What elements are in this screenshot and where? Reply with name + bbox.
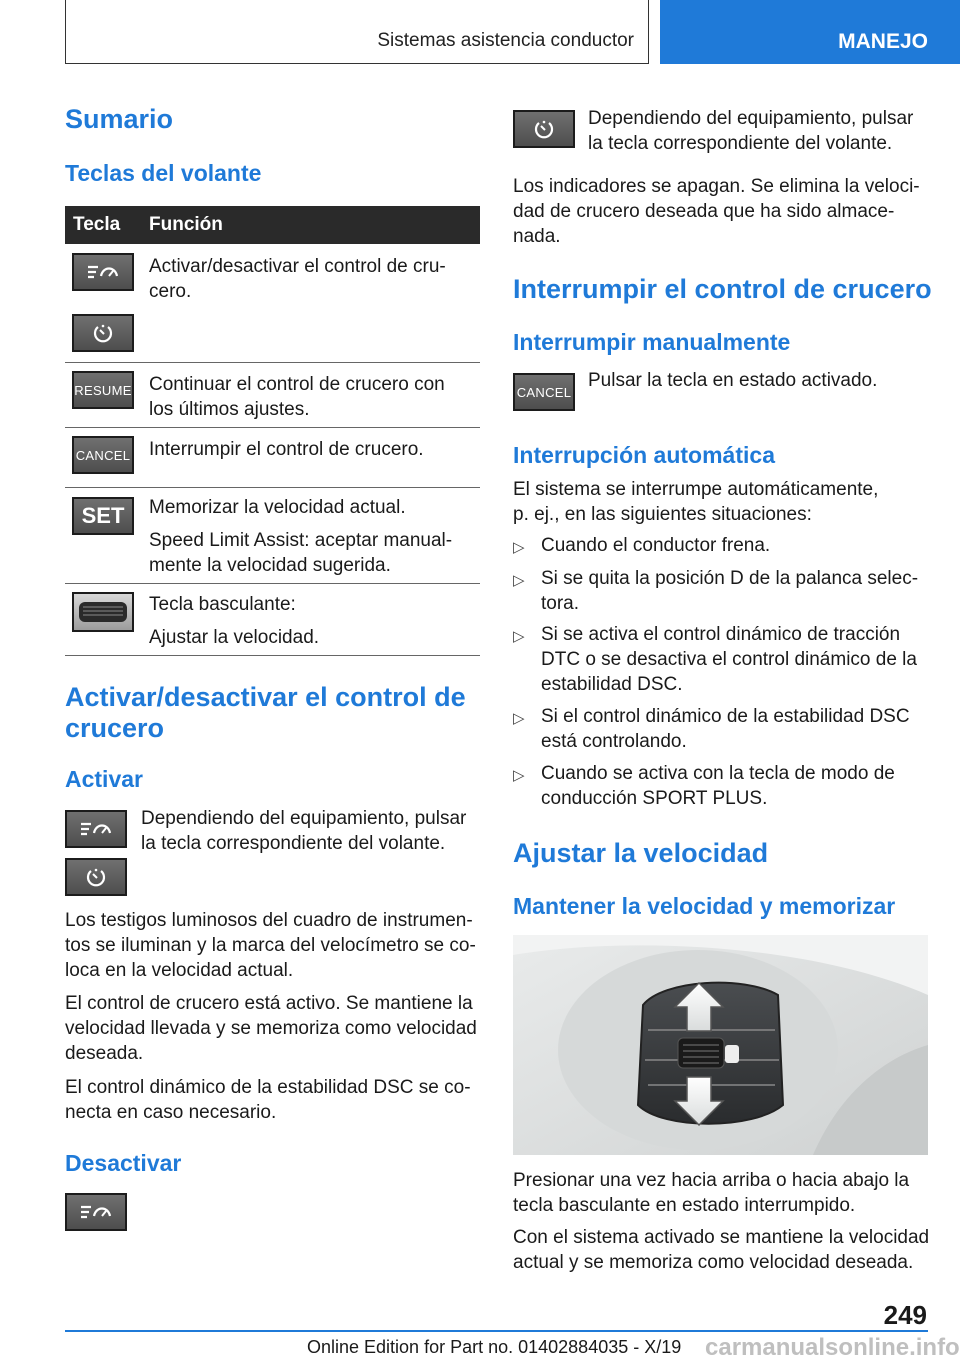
paragraph-indicators-off [513,174,920,249]
list-item [541,704,910,754]
row-divider [65,362,480,363]
cancel-key [513,373,575,411]
edition-text: Online Edition for Part no. 01402884035 - X/19 [307,1337,682,1357]
text-line: Los testigos luminosos del cuadro de instrumen- [65,910,473,931]
header-section-title: Sistemas asistencia conductor [377,30,634,51]
paragraph-active [65,991,477,1066]
text-line: Con el sistema activado se mantiene la velocidad [513,1227,930,1248]
paragraph-active-speed [513,1225,929,1275]
col-header-key: Tecla [73,214,121,235]
subheading-activar: Activar [65,766,143,792]
text-line: está controlando. [541,731,687,752]
row4-text-line: Speed Limit Assist: aceptar manual- [149,530,453,551]
cruise-limiter-icon [513,110,575,148]
row-divider [65,655,480,656]
heading-line: crucero [65,713,165,743]
text-line: Presionar una vez hacia arriba o hacia abajo la [513,1170,910,1191]
set-key-label: SET [81,503,125,528]
page-number: 249 [883,1300,927,1330]
bullet-icon: ▷ [513,539,525,556]
header-chapter-label: MANEJO [838,30,928,53]
cruise-on-off-icon [65,810,127,848]
list-item [541,761,895,811]
steering-wheel-rocker-image [513,935,928,1155]
subheading-auto: Interrupción automática [513,442,775,468]
subheading-desactivar: Desactivar [65,1150,182,1176]
text-line: la tecla correspondiente del volante. [588,133,893,154]
header-frame [65,0,649,64]
cancel-key-label: CANCEL [516,384,572,400]
text-line: deseada. [65,1043,144,1064]
section-heading-adjust: Ajustar la velocidad [513,838,769,868]
desactivar-instruction [588,106,913,156]
row5-text-line: Tecla basculante: [149,594,296,615]
cancel-key-label: CANCEL [75,447,131,463]
bullet-icon: ▷ [513,710,525,727]
row2-text-line: Continuar el control de crucero con [149,374,445,395]
heading-line: Activar/desactivar el control de [65,682,466,712]
resume-key-label: RESUME [74,382,132,398]
text-line: Cuando el conductor frena. [541,535,771,556]
row4-text-line: mente la velocidad sugerida. [149,555,391,576]
text-line: dad de crucero deseada que ha sido almace- [513,201,895,222]
list-item [541,622,917,697]
header-chapter-tab[interactable] [660,0,960,64]
paragraph-dsc [65,1075,471,1125]
row1-text-line: Activar/desactivar el control de cru- [149,256,446,277]
row2-function [149,372,445,422]
text-line: Si se activa el control dinámico de tracción [541,624,901,645]
text-line: velocidad llevada y se memoriza como velocidad [65,1018,477,1039]
row1-text-line: cero. [149,281,192,302]
cruise-on-off-icon [72,253,134,291]
text-line: Cuando se activa con la tecla de modo de [541,763,895,784]
text-line: Los indicadores se apagan. Se elimina la veloci- [513,176,920,197]
text-line: estabilidad DSC. [541,674,683,695]
text-line: tecla basculante en estado interrumpido. [513,1195,856,1216]
text-line: conducción SPORT PLUS. [541,788,768,809]
text-line: El control de crucero está activo. Se mantiene la [65,993,473,1014]
row-divider [65,427,480,428]
row-divider [65,583,480,584]
text-line: Si el control dinámico de la estabilidad DSC [541,706,910,727]
auto-intro [513,477,878,527]
text-line: Dependiendo del equipamiento, pulsar [588,108,914,129]
row2-text-line: los últimos ajustes. [149,399,310,420]
text-line: El sistema se interrumpe automáticamente, [513,479,879,500]
text-line: la tecla correspondiente del volante. [141,833,446,854]
cruise-on-off-icon [65,1193,127,1231]
text-line: necta en caso necesario. [65,1102,277,1123]
cruise-limiter-icon [65,858,127,896]
subheading-keep-speed: Mantener la velocidad y memorizar [513,893,896,919]
row-divider [65,487,480,488]
row1-function [149,254,446,304]
table-heading: Teclas del volante [65,160,262,186]
bullet-icon: ▷ [513,572,525,589]
col-header-function: Función [149,214,223,235]
text-line: DTC o se desactiva el control dinámico de la [541,649,917,670]
paragraph-indicators [65,908,476,983]
subheading-manual: Interrumpir manualmente [513,329,791,355]
row4-function [149,495,452,578]
text-line: p. ej., en las siguientes situaciones: [513,504,812,525]
row3-text-line: Interrumpir el control de crucero. [149,439,424,460]
watermark: carmanualsonline.info [705,1334,960,1361]
row5-function [149,592,319,650]
bullet-icon: ▷ [513,767,525,784]
cancel-key [72,436,134,474]
cruise-limiter-icon [72,314,134,352]
section-heading-interrupt: Interrumpir el control de crucero [513,274,932,304]
text-line: tos se iluminan y la marca del velocímetro se co- [65,935,476,956]
set-key [72,497,134,535]
rocker-switch-icon [72,592,134,632]
bullet-icon: ▷ [513,628,525,645]
resume-key [72,371,134,409]
row4-text-line: Memorizar la velocidad actual. [149,497,406,518]
list-item [541,533,770,558]
row3-function [149,437,424,462]
page-title: Sumario [65,104,174,134]
footer-divider [65,1330,928,1332]
text-line: Si se quita la posición D de la palanca selec- [541,568,919,589]
text-line: nada. [513,226,561,247]
text-line: actual y se memoriza como velocidad deseada. [513,1252,914,1273]
activar-instruction [141,806,466,856]
paragraph-press [513,1168,909,1218]
text-line: tora. [541,593,580,614]
manual-instruction: Pulsar la tecla en estado activado. [588,370,878,391]
section-heading-activate [65,682,466,744]
table-header [65,206,480,244]
row5-text-line: Ajustar la velocidad. [149,627,320,648]
text-line: loca en la velocidad actual. [65,960,294,981]
text-line: El control dinámico de la estabilidad DSC se co- [65,1077,471,1098]
text-line: Dependiendo del equipamiento, pulsar [141,808,467,829]
list-item [541,566,918,616]
